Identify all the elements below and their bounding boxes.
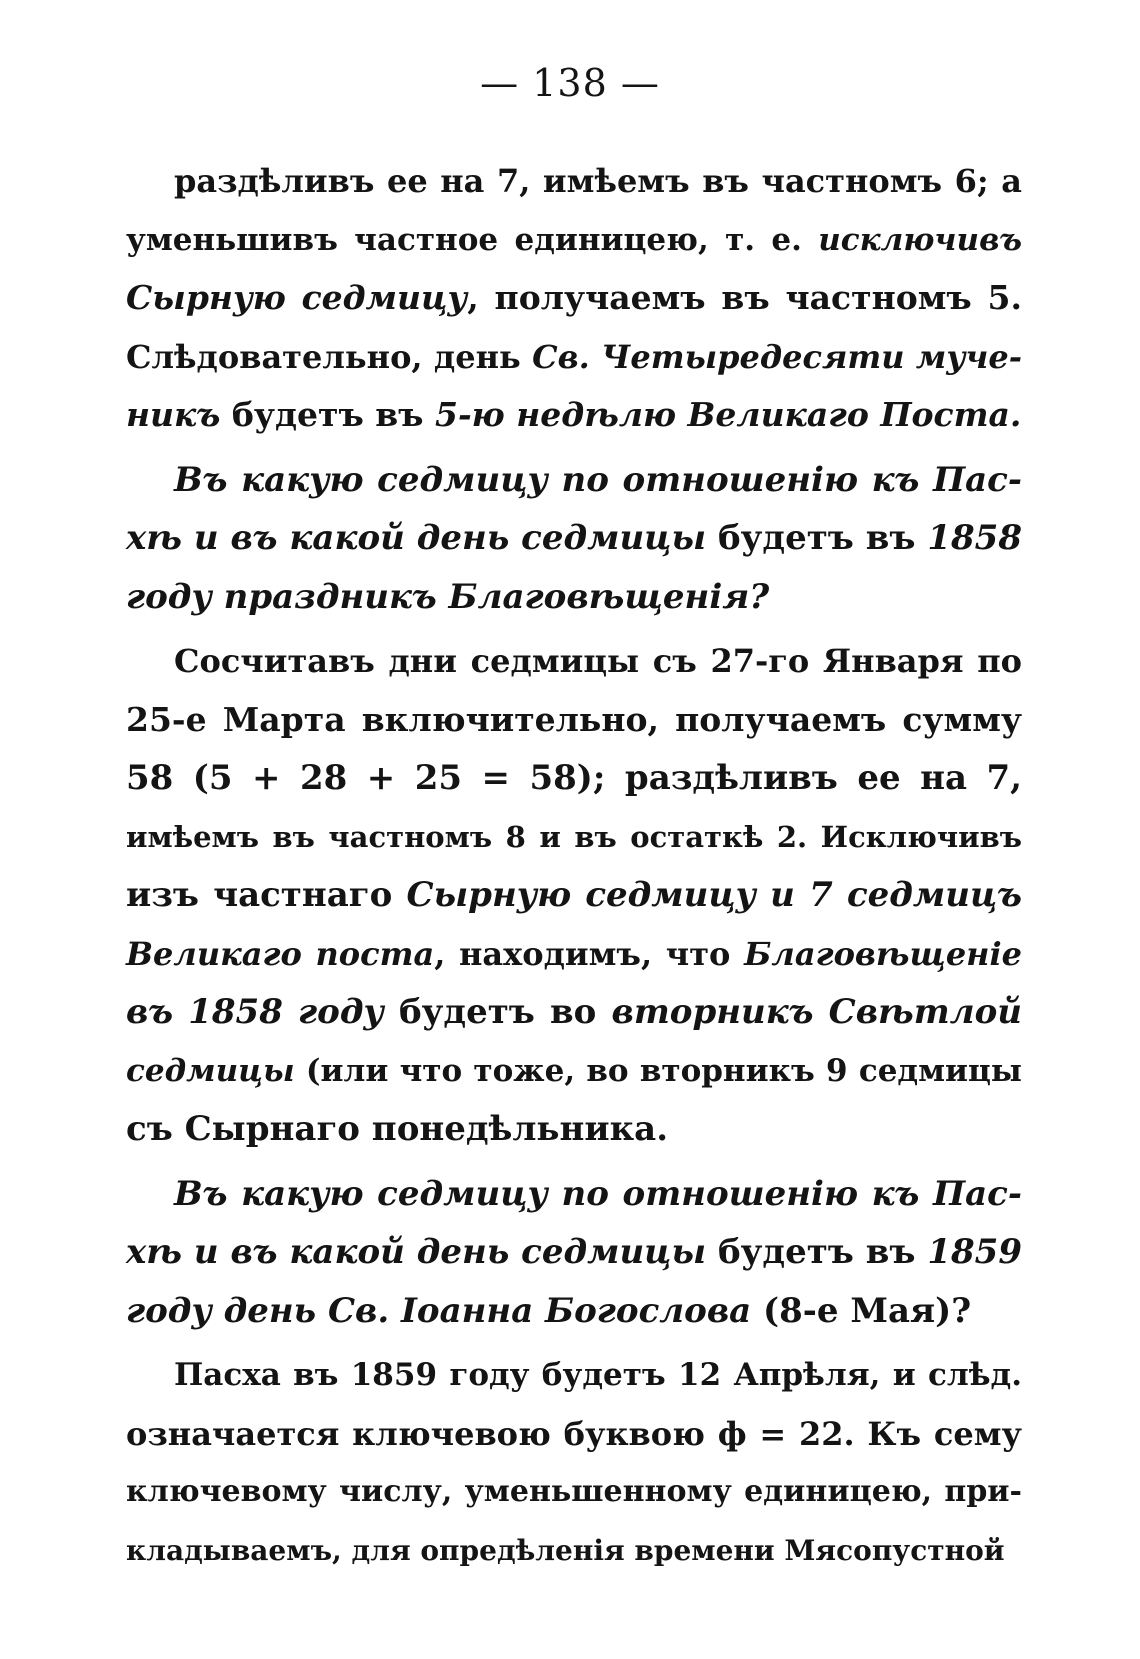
text-line <box>126 328 1022 387</box>
text-line <box>126 451 1022 510</box>
text-segment: , находимъ, что <box>434 934 745 973</box>
text-line <box>126 983 1022 1042</box>
text-segment: будетъ во <box>383 992 612 1032</box>
text-line <box>126 1405 1022 1464</box>
text-line <box>126 1165 1022 1224</box>
text-line <box>126 925 1022 984</box>
text-line <box>126 1463 1022 1522</box>
text-line <box>126 386 1022 445</box>
text-line <box>126 1282 1022 1341</box>
italic-text: году праздникъ Благовѣщенія? <box>126 576 770 617</box>
text-segment: будетъ въ <box>220 395 435 434</box>
body-text <box>126 152 1022 1580</box>
italic-text: Сырную седмицу и 7 седмицъ <box>406 875 1022 915</box>
text-line <box>126 568 1022 627</box>
text-line <box>126 269 1022 328</box>
text-line <box>126 632 1022 691</box>
text-segment: Слѣдовательно, день <box>126 337 533 376</box>
text-segment: Сосчитавъ дни седмицы съ 27-го Января по <box>174 642 1022 680</box>
italic-text: Въ какую седмицу по отношенію къ Пас- <box>174 1173 1022 1214</box>
paragraph <box>126 451 1022 627</box>
text-segment: означается ключевою буквою ф = 22. Къ сему <box>126 1414 1022 1453</box>
text-segment: , получаемъ въ частномъ 5. <box>467 278 1022 317</box>
italic-text: хѣ и въ какой день седмицы <box>126 518 707 558</box>
italic-text: седмицы <box>126 1052 295 1089</box>
italic-text: вторникъ Свѣтлой <box>611 992 1023 1032</box>
italic-text: хѣ и въ какой день седмицы <box>126 1232 707 1272</box>
text-line <box>126 152 1022 211</box>
italic-text: никъ <box>126 395 221 434</box>
text-line <box>126 509 1022 568</box>
text-line <box>126 211 1022 270</box>
italic-text: 1858 <box>927 518 1022 558</box>
page-number: — 138 — <box>480 61 660 105</box>
text-line <box>126 808 1022 867</box>
text-segment: будетъ въ <box>706 518 928 558</box>
italic-text: Сырную седмицу <box>126 278 468 317</box>
italic-text: 1859 <box>927 1232 1022 1272</box>
italic-text: Благовѣщеніе <box>744 934 1023 973</box>
italic-text: въ 1858 году <box>126 992 384 1032</box>
text-segment: Пасха въ 1859 году будетъ 12 Апрѣля, и слѣд. <box>174 1357 1022 1393</box>
text-segment: имѣемъ въ частномъ 8 и въ остаткѣ 2. Исключивъ <box>126 819 1022 854</box>
text-segment: раздѣливъ ее на 7, имѣемъ въ частномъ 6; а <box>174 162 1022 200</box>
text-segment: уменьшивъ частное единицею, т. е. <box>126 221 819 258</box>
paragraph <box>126 1165 1022 1341</box>
text-line <box>126 1100 1022 1159</box>
text-line <box>126 1522 1022 1581</box>
text-line <box>126 866 1022 925</box>
text-segment: (или что тоже, во вторникъ 9 седмицы <box>294 1052 1022 1089</box>
text-line <box>126 691 1022 750</box>
paragraph <box>126 152 1022 445</box>
text-segment: ключевому числу, уменьшенному единицею, при- <box>126 1474 1022 1509</box>
italic-text: Въ какую седмицу по отношенію къ Пас- <box>174 459 1022 500</box>
italic-text: году день Св. Іоанна Богослова <box>126 1290 752 1331</box>
italic-text: исключивъ <box>818 221 1022 258</box>
text-line <box>126 1223 1022 1282</box>
text-line <box>126 1346 1022 1405</box>
text-line <box>126 749 1022 808</box>
text-segment: изъ частнаго <box>126 875 407 915</box>
text-segment: 25-е Марта включительно, получаемъ сумму <box>126 699 1022 739</box>
italic-text: Св. Четыредесяти муче- <box>532 337 1022 376</box>
text-segment: будетъ въ <box>706 1232 928 1272</box>
text-segment: (8-е Мая)? <box>751 1290 972 1331</box>
text-segment: съ Сырнаго понедѣльника. <box>126 1109 669 1149</box>
text-segment: 58 (5 + 28 + 25 = 58); раздѣливъ ее на 7, <box>126 758 1022 798</box>
italic-text: Великаго поста <box>126 934 435 973</box>
text-segment: кладываемъ, для опредѣленія времени Мясопустной <box>126 1533 1005 1567</box>
paragraph <box>126 632 1022 1159</box>
italic-text: 5-ю недѣлю Великаго Поста. <box>435 395 1022 434</box>
paragraph <box>126 1346 1022 1580</box>
text-line <box>126 1042 1022 1101</box>
